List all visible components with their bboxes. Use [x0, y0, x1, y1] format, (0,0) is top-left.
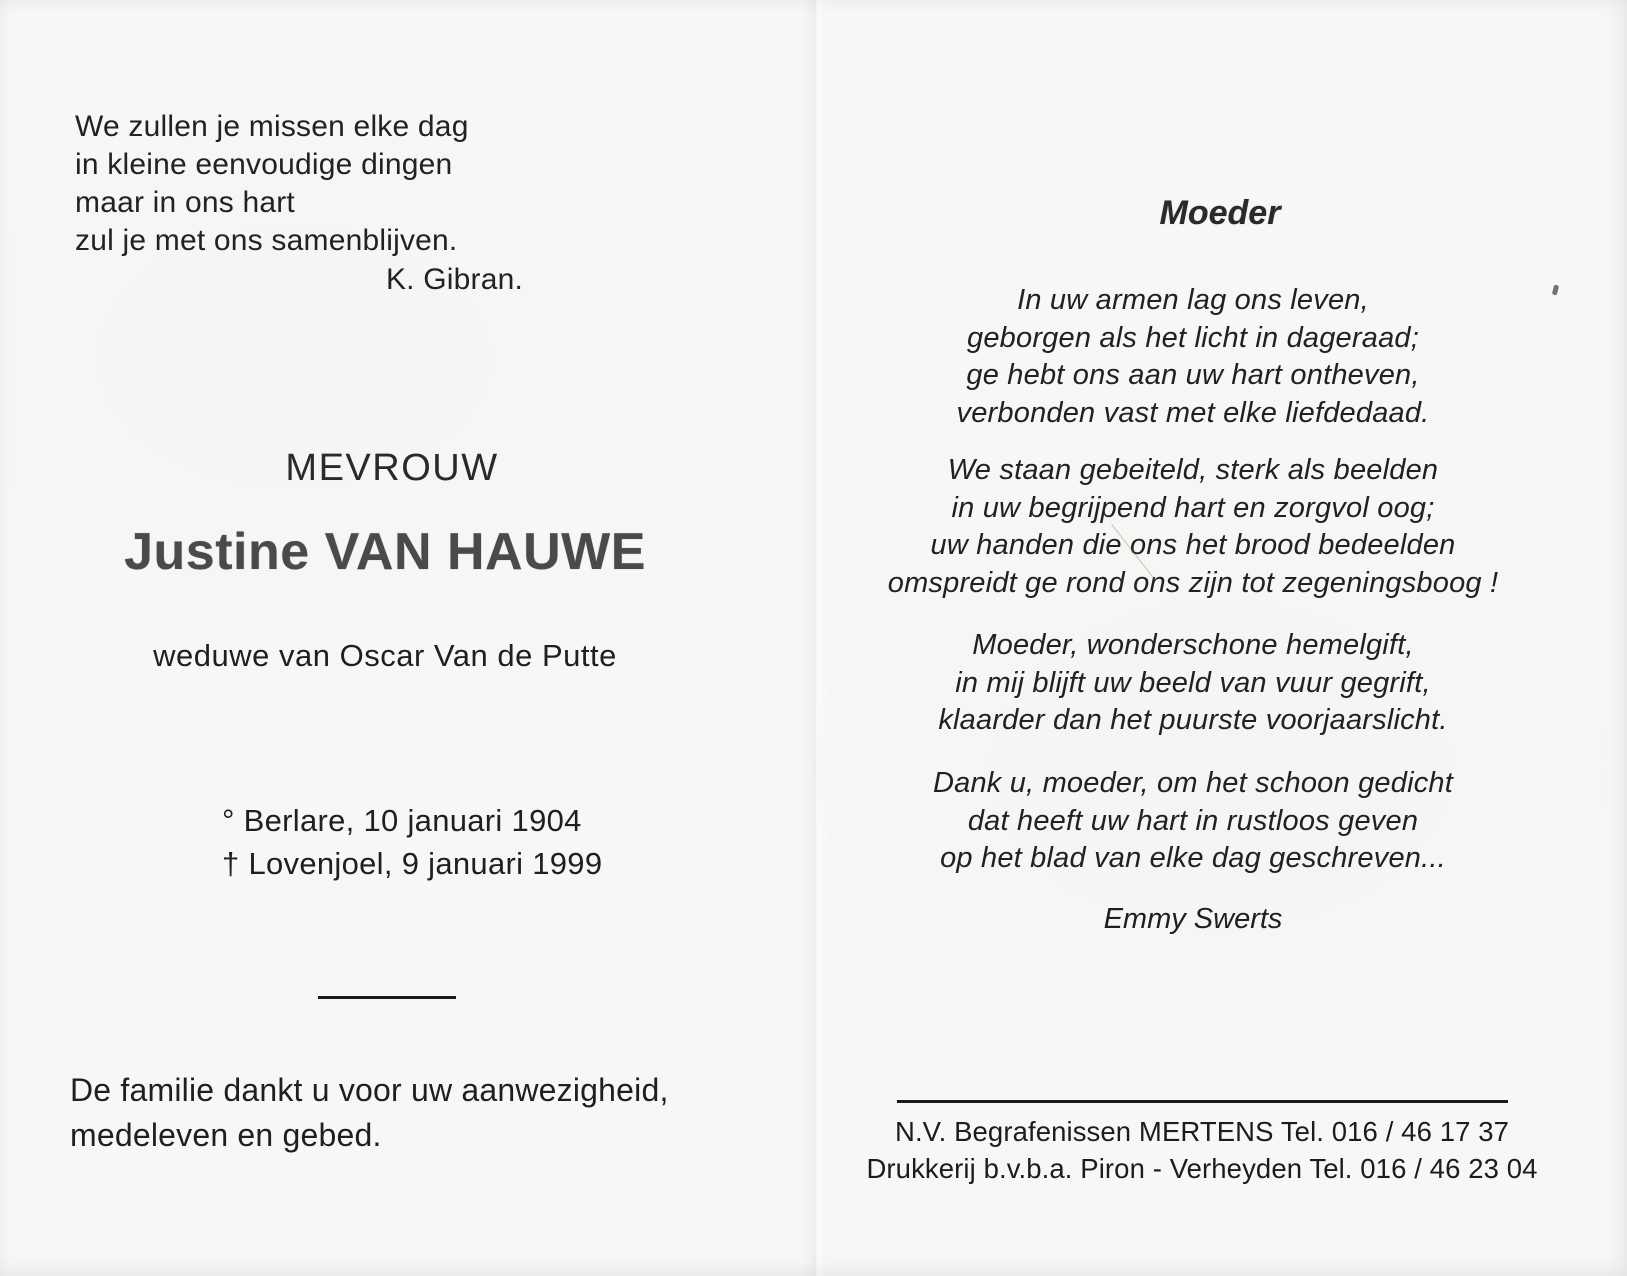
quote-line-2: in kleine eenvoudige dingen — [75, 148, 453, 181]
honorific-title: MEVROUW — [285, 447, 499, 489]
printer-line: Drukkerij b.v.b.a. Piron - Verheyden Tel. 016 / 46 23 04 — [866, 1153, 1538, 1184]
quote-attribution: K. Gibran. — [385, 263, 523, 296]
poem-line: in mij blijft uw beeld van vuur gegrift, — [955, 666, 1431, 699]
life-dates — [222, 799, 602, 885]
poem-stanza-2 — [813, 452, 1573, 602]
poem-line: Dank u, moeder, om het schoon gedicht — [932, 767, 1454, 799]
left-page-divider — [318, 996, 456, 999]
funeral-home-line: N.V. Begrafenissen MERTENS Tel. 016 / 46 17 37 — [894, 1116, 1510, 1147]
poem-title: Moeder — [1159, 194, 1281, 232]
imprint — [832, 1113, 1572, 1187]
left-page — [0, 0, 813, 1276]
footer-divider — [897, 1100, 1508, 1103]
poem-stanza-1 — [813, 282, 1573, 432]
right-page — [813, 0, 1627, 1276]
quote-line-1: We zullen je missen elke dag — [75, 110, 469, 143]
poem-line: Moeder, wonderschone hemelgift, — [972, 629, 1414, 661]
poem-line: geborgen als het licht in dageraad; — [967, 321, 1419, 354]
poem-line: in uw begrijpend hart en zorgvol oog; — [951, 491, 1435, 524]
opening-quote — [75, 108, 537, 299]
widow-of-line: weduwe van Oscar Van de Putte — [153, 638, 617, 673]
poem-line: omspreidt ge rond ons zijn tot zegeningsboog ! — [887, 566, 1499, 599]
poem-line: In uw armen lag ons leven, — [1017, 284, 1369, 316]
birth-line: ° Berlare, 10 januari 1904 — [222, 803, 582, 838]
family-thanks — [70, 1068, 669, 1158]
quote-line-3: maar in ons hart — [75, 186, 295, 219]
poem-line: We staan gebeiteld, sterk als beelden — [947, 454, 1439, 486]
poem-line: verbonden vast met elke liefdedaad. — [956, 396, 1430, 429]
poem-line: uw handen die ons het brood bedeelden — [930, 529, 1456, 561]
deceased-name: Justine VAN HAUWE — [124, 523, 646, 581]
poem-line: ge hebt ons aan uw hart ontheven, — [966, 359, 1420, 391]
death-line: † Lovenjoel, 9 januari 1999 — [222, 846, 603, 881]
poem-stanza-4 — [813, 765, 1573, 878]
quote-line-4: zul je met ons samenblijven. — [75, 224, 458, 257]
poem-line: dat heeft uw hart in rustloos geven — [967, 804, 1419, 837]
poem-line: op het blad van elke dag geschreven... — [940, 842, 1446, 874]
poem-stanza-3 — [813, 627, 1573, 740]
poem-line: klaarder dan het puurste voorjaarslicht. — [938, 704, 1448, 736]
poem-author: Emmy Swerts — [1103, 903, 1283, 935]
thanks-line-2: medeleven en gebed. — [70, 1117, 382, 1153]
thanks-line-1: De familie dankt u voor uw aanwezigheid, — [70, 1072, 669, 1108]
